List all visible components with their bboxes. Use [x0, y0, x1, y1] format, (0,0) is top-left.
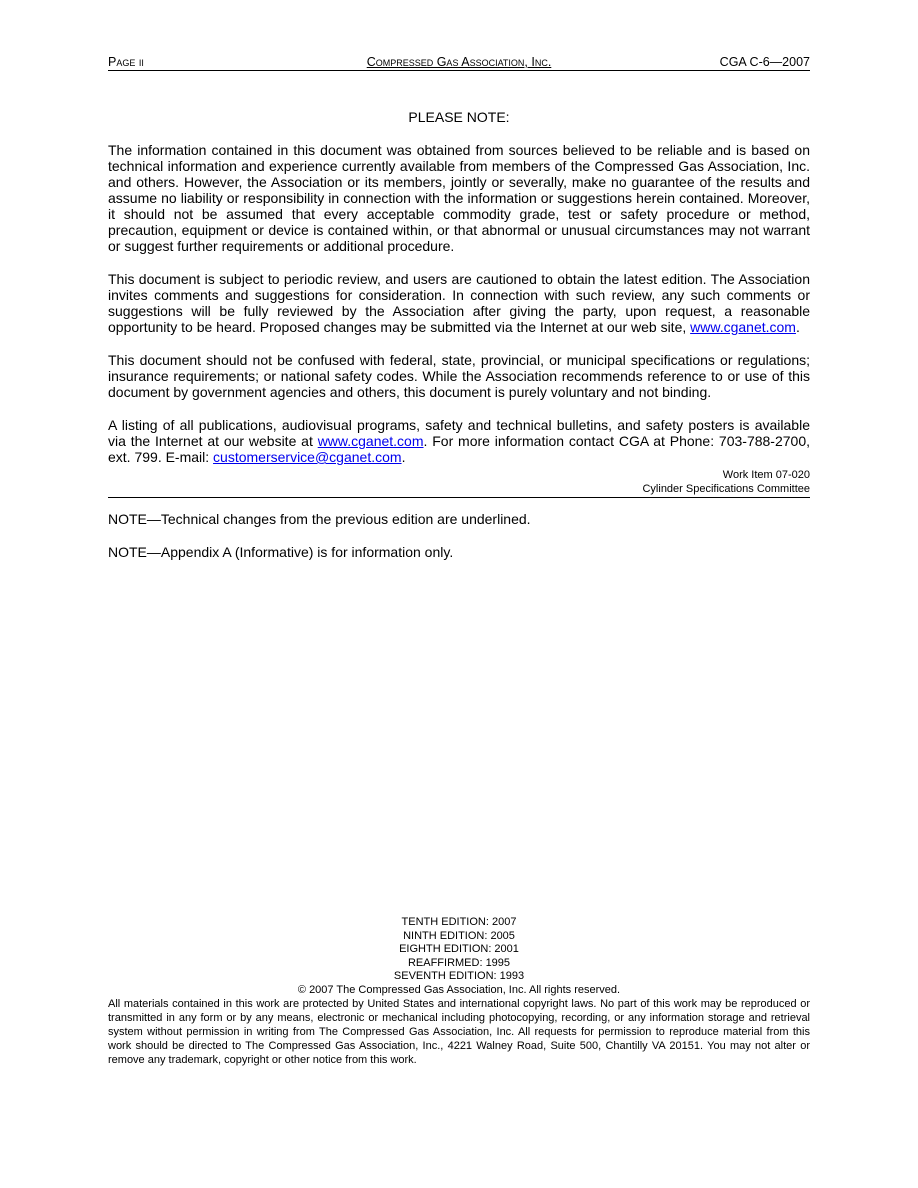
- edition-history: [108, 916, 810, 997]
- edition-line: NINTH EDITION: 2005: [403, 929, 515, 942]
- work-item-number: Work Item 07-020: [722, 469, 810, 481]
- website-link-2[interactable]: www.cganet.com: [317, 433, 424, 449]
- header-rule: [108, 70, 810, 71]
- edition-line: EIGHTH EDITION: 2001: [399, 943, 519, 955]
- running-header: [108, 55, 810, 73]
- notice-paragraph-2: This document is subject to periodic review, and users are cautioned to obtain the latest edition. The Association invites comments and suggestions for consideration. In connection with such review, any such comments or suggestions will be fully reviewed by the Association after giving the party, upon request, a reasonable opportunity to be heard. Proposed changes may be submitted via the Internet at our web site, www.cganet.com.: [108, 271, 810, 335]
- notice-paragraph-1: The information contained in this document was obtained from sources believed to be reliable and is based on technical information and experience currently available from members of the Compressed Gas Association, Inc. and others. However, the Association or its members, jointly or severally, make no guarantee of the results and assume no liability or responsibility in connection with the information or suggestions herein contained. Moreover, it should not be assumed that every acceptable commodity grade, test or safety procedure or method, precaution, equipment or device is contained within, or that abnormal or unusual circumstances may not warrant or suggest further requirements or additional procedure.: [108, 142, 810, 254]
- edition-line: REAFFIRMED: 1995: [407, 956, 511, 969]
- notice-section: [108, 109, 810, 482]
- notice-paragraph-3: This document should not be confused with federal, state, provincial, or municipal specifications or regulations; insurance requirements; or national safety codes. While the Association recommends reference to or use of this document by government agencies and others, this document is purely voluntary and not binding.: [108, 352, 810, 400]
- notes-section: [108, 511, 810, 577]
- website-link[interactable]: www.cganet.com: [690, 319, 796, 335]
- header-association: Compressed Gas Association, Inc.: [366, 55, 552, 69]
- committee-name: Cylinder Specifications Committee: [642, 483, 810, 495]
- header-page-label: Page ii: [108, 55, 144, 69]
- note-technical-changes: NOTE—Technical changes from the previous edition are underlined.: [108, 511, 531, 527]
- edition-line: TENTH EDITION: 2007: [401, 916, 517, 928]
- work-item-block: [108, 468, 810, 498]
- copyright-line: © 2007 The Compressed Gas Association, Inc. All rights reserved.: [297, 983, 621, 996]
- header-doc-id: CGA C-6—2007: [719, 55, 810, 69]
- edition-line: SEVENTH EDITION: 1993: [393, 970, 525, 982]
- email-link[interactable]: customerservice@cganet.com: [213, 449, 402, 465]
- legal-notice: All materials contained in this work are protected by United States and international copyright laws. No part of this work may be reproduced or transmitted in any form or by any means, electronic or mechanical including photocopying, recording, or any information storage and retrieval system without permission in writing from The Compressed Gas Association, Inc. All requests for permission to reproduce material from this work should be directed to The Compressed Gas Association, Inc., 4221 Walney Road, Suite 500, Chantilly VA 20151. You may not alter or remove any trademark, copyright or other notice from this work.: [108, 998, 810, 1066]
- notice-title: PLEASE NOTE:: [408, 109, 510, 125]
- notice-paragraph-4: A listing of all publications, audiovisual programs, safety and technical bulletins, and safety posters is available via the Internet at our website at www.cganet.com. For more information contact CGA at Phone: 703-788-2700, ext. 799. E-mail: customerservice@cganet.com.: [108, 417, 810, 465]
- note-appendix: NOTE—Appendix A (Informative) is for information only.: [108, 544, 454, 560]
